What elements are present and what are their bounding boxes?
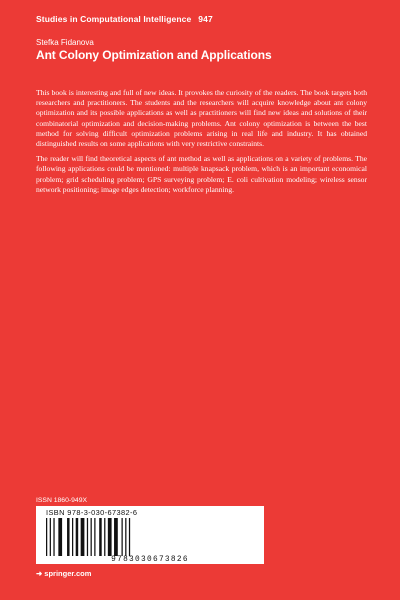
isbn-label: ISBN 978-3-030-67382-6: [46, 508, 138, 517]
blurb-paragraph-1: This book is interesting and full of new ideas. It provokes the curiosity of the readers. The book targets both researchers and practitioners. The students and the researchers will acquire knowledge about ant colony optimization and its possible applications as well as practitioners will find new ideas and solutions of their combinatorial optimization and decision-making problems. Ant colony optimization is between the best method for solving difficult optimization problems arising in real life and industry. It has obtained distinguished results on some applications with very restrictive constraints.: [36, 88, 367, 149]
blurb: [36, 88, 367, 200]
author-name: Stefka Fidanova: [36, 38, 94, 47]
arrow-right-icon: ➜: [36, 569, 43, 578]
issn-label: ISSN 1860-949X: [36, 497, 88, 504]
series-volume: 947: [198, 14, 213, 24]
publisher-url: springer.com: [44, 569, 92, 578]
book-title: Ant Colony Optimization and Applications: [36, 48, 272, 62]
publisher-link[interactable]: [36, 569, 91, 578]
series-name: Studies in Computational Intelligence: [36, 14, 192, 24]
series-line: [36, 14, 213, 24]
barcode-digits: 9783030673826: [40, 556, 260, 564]
barcode: [42, 518, 258, 558]
barcode-box: [36, 506, 264, 564]
blurb-paragraph-2: The reader will find theoretical aspects of ant method as well as applications on a variety of problems. The following applications could be mentioned: multiple knapsack problem, which is an important economical problem; grid scheduling problem; GPS surveying problem; E. coli cultivation modeling; wireless sensor network positioning; image edges detection; workforce planning.: [36, 154, 367, 194]
